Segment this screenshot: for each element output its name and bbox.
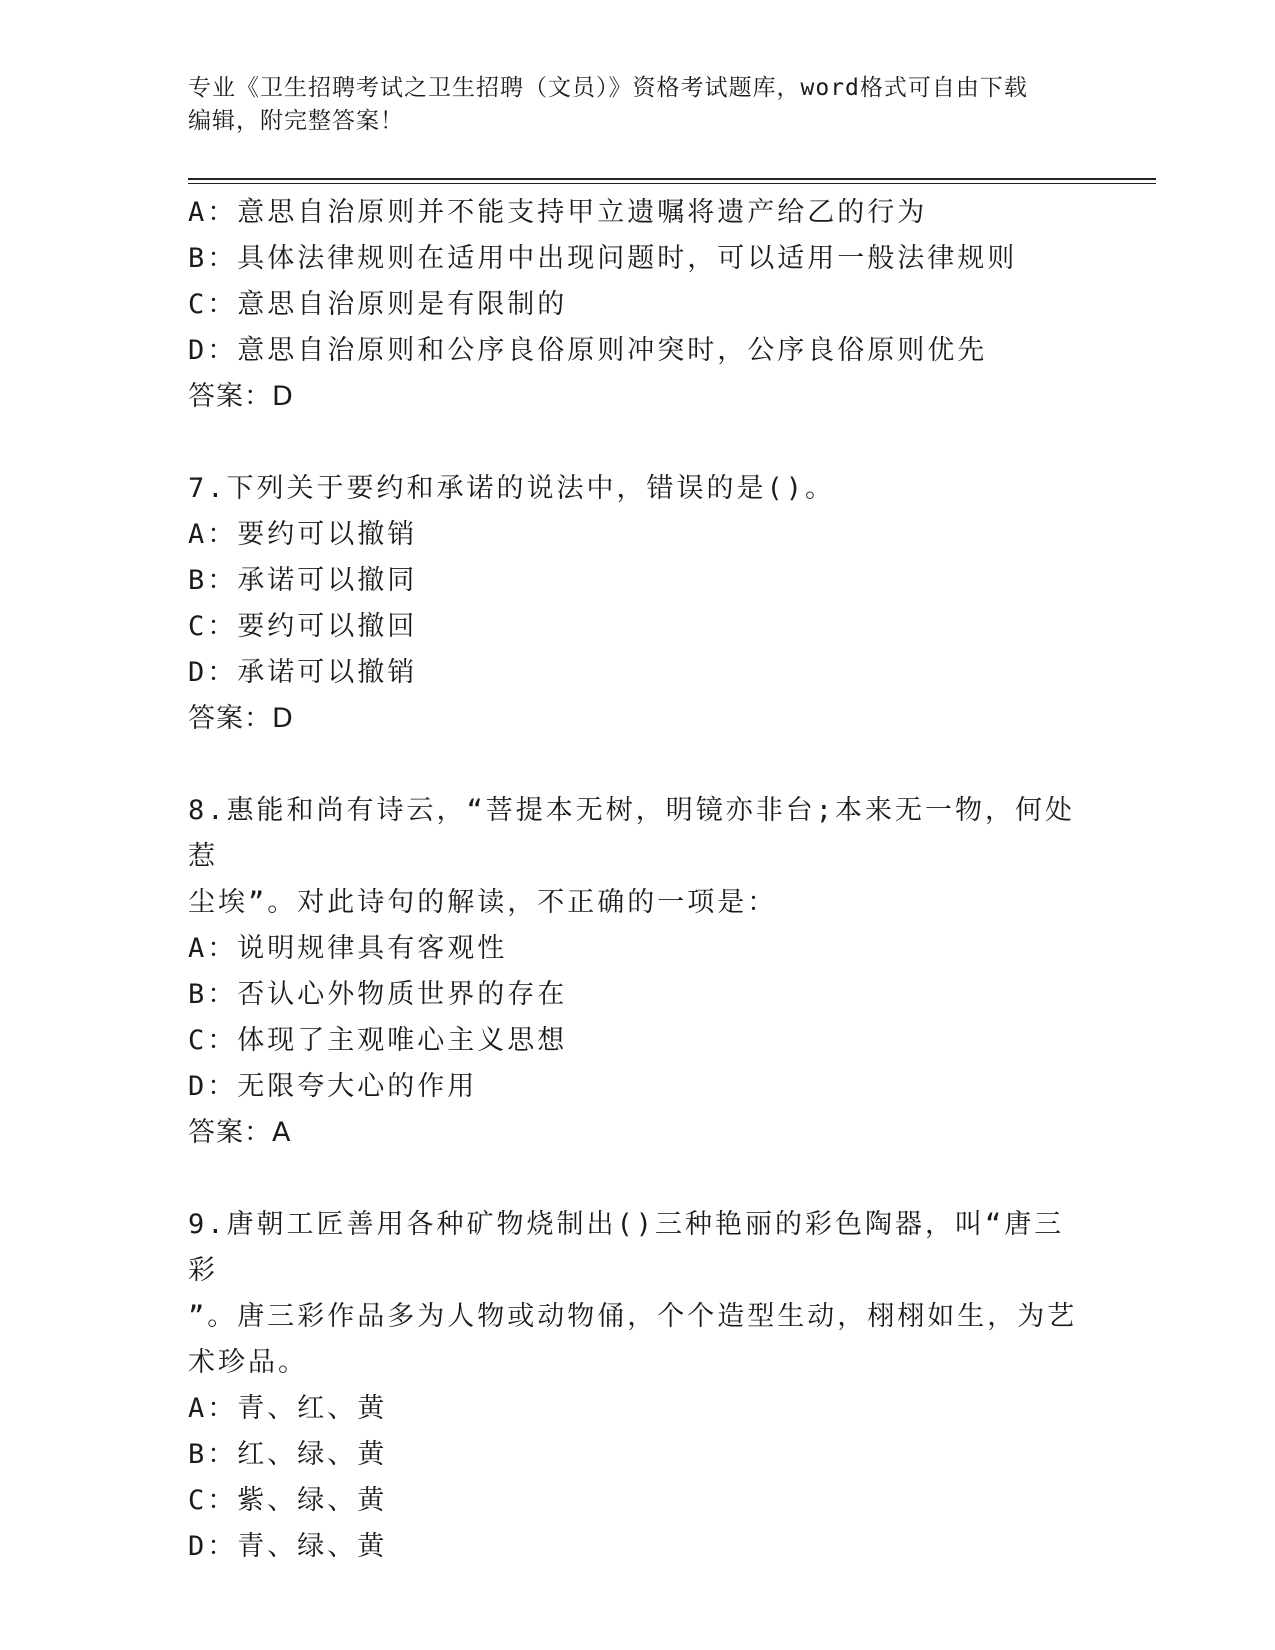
header-divider-thick (188, 178, 1156, 180)
question-stem-line-1: 9.唐朝工匠善用各种矿物烧制出()三种艳丽的彩色陶器，叫“唐三彩 (188, 1209, 1065, 1286)
header-divider-thin (188, 183, 1156, 184)
option-c: C：要约可以撤回 (188, 611, 418, 642)
option-c: C：紫、绿、黄 (188, 1485, 388, 1516)
question-7 (188, 466, 1088, 742)
option-d: D：承诺可以撤销 (188, 657, 418, 688)
document-header (188, 72, 1088, 138)
option-b: B：否认心外物质世界的存在 (188, 979, 568, 1010)
header-line-1: 专业《卫生招聘考试之卫生招聘（文员）》资格考试题库，word格式可自由下载 (188, 75, 1028, 101)
question-stem-line-3: 术珍品。 (188, 1347, 308, 1378)
option-a: A：青、红、黄 (188, 1393, 388, 1424)
question-6-continued (188, 190, 1088, 420)
option-b: B：承诺可以撤同 (188, 565, 418, 596)
answer-line: 答案：A (188, 1117, 292, 1148)
question-list (188, 190, 1088, 1570)
question-stem-line-1: 8.惠能和尚有诗云，“菩提本无树，明镜亦非台;本来无一物，何处惹 (188, 795, 1076, 872)
option-a: A：要约可以撤销 (188, 519, 418, 550)
answer-line: 答案：D (188, 381, 294, 412)
option-a: A：说明规律具有客观性 (188, 933, 508, 964)
option-c: C：意思自治原则是有限制的 (188, 289, 568, 320)
option-c: C：体现了主观唯心主义思想 (188, 1025, 568, 1056)
option-b: B：具体法律规则在适用中出现问题时，可以适用一般法律规则 (188, 243, 1018, 274)
option-b: B：红、绿、黄 (188, 1439, 388, 1470)
question-stem-line-2: 尘埃”。对此诗句的解读，不正确的一项是： (188, 887, 778, 918)
header-line-2: 编辑，附完整答案！ (188, 108, 404, 134)
question-9 (188, 1202, 1088, 1570)
option-d: D：无限夸大心的作用 (188, 1071, 478, 1102)
option-d: D：青、绿、黄 (188, 1531, 388, 1562)
question-8 (188, 788, 1088, 1156)
option-d: D：意思自治原则和公序良俗原则冲突时，公序良俗原则优先 (188, 335, 988, 366)
question-stem: 7.下列关于要约和承诺的说法中，错误的是()。 (188, 473, 836, 504)
option-a: A：意思自治原则并不能支持甲立遗嘱将遗产给乙的行为 (188, 197, 928, 228)
answer-line: 答案：D (188, 703, 294, 734)
question-stem-line-2: ”。唐三彩作品多为人物或动物俑，个个造型生动，栩栩如生，为艺 (188, 1301, 1078, 1332)
